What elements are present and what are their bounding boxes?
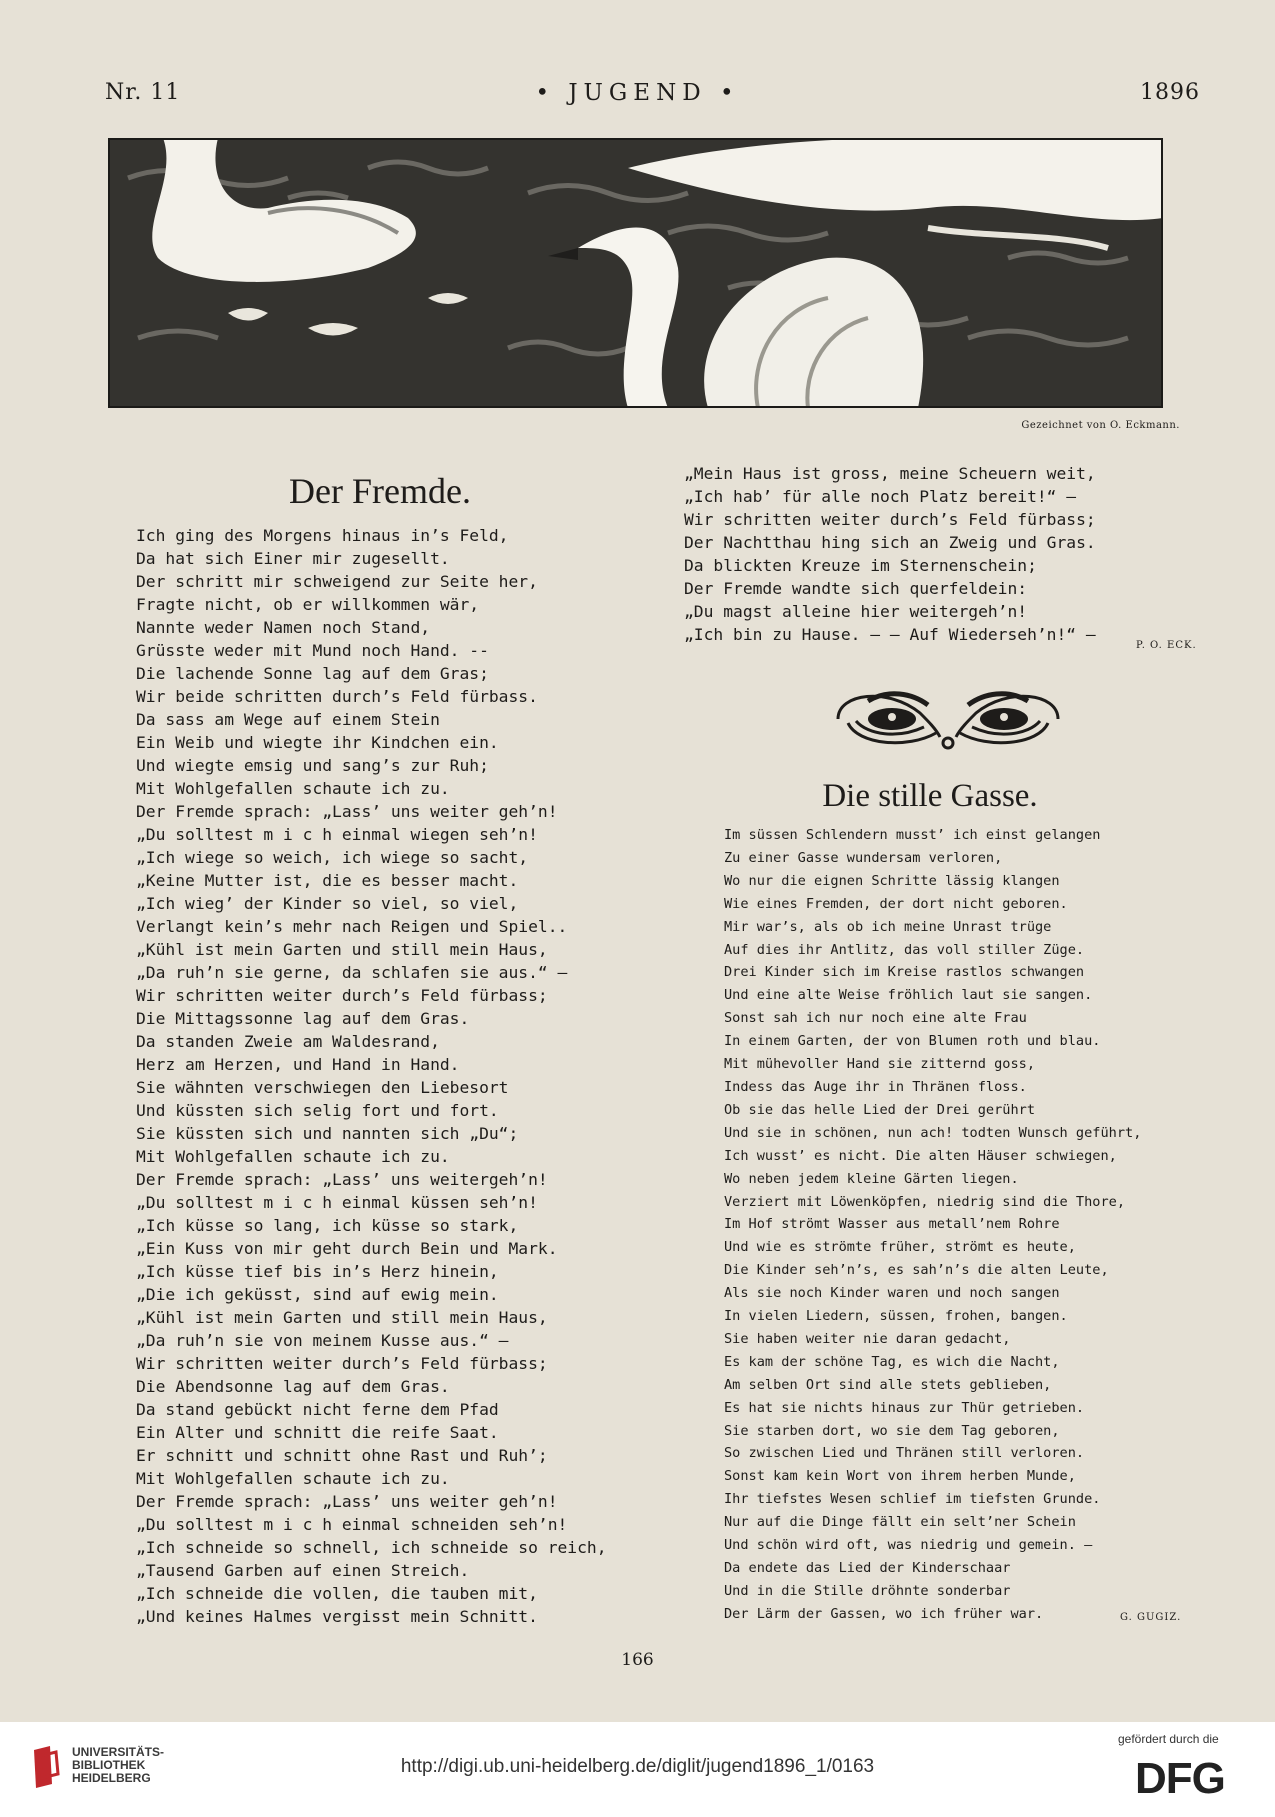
poem-line: Als sie noch Kinder waren und noch sangen xyxy=(724,1285,1060,1302)
poem-line: „Du solltest m i c h einmal wiegen seh’n! xyxy=(136,825,538,844)
poem-line: Im süssen Schlendern musst’ ich einst gelangen xyxy=(724,827,1101,843)
poem-line: Wo nur die eignen Schritte lässig klangen xyxy=(724,872,1060,889)
poem-line: So zwischen Lied und Thränen still verloren. xyxy=(724,1445,1085,1462)
poem-line: Zu einer Gasse wundersam verloren, xyxy=(724,849,1003,866)
poem-line: Und in die Stille dröhnte sonderbar xyxy=(724,1582,1011,1599)
poem-line: Mit Wohlgefallen schaute ich zu. xyxy=(136,1469,450,1488)
poem-line: Und schön wird oft, was niedrig und gemein. — xyxy=(724,1537,1093,1554)
poem-line: Die Abendsonne lag auf dem Gras. xyxy=(136,1377,450,1396)
magazine-title: • JUGEND • xyxy=(535,80,740,106)
poem-die-stille-gasse-body xyxy=(724,824,1224,1626)
poem-line: Sonst kam kein Wort von ihrem herben Munde, xyxy=(724,1468,1076,1485)
poem-line: „Da ruh’n sie von meinem Kusse aus.“ — xyxy=(136,1331,509,1350)
poem-line: In vielen Liedern, süssen, frohen, bangen. xyxy=(724,1308,1068,1325)
poem-line: Da endete das Lied der Kinderschaar xyxy=(724,1560,1011,1576)
poem-line: Auf dies ihr Antlitz, das voll stiller Züge. xyxy=(724,941,1085,958)
poem-line: Mit mühevoller Hand sie zitternd goss, xyxy=(724,1056,1035,1073)
poem-line: Mit Wohlgefallen schaute ich zu. xyxy=(136,1147,450,1166)
poem-line: Da blickten Kreuze im Sternenschein; xyxy=(684,556,1037,575)
swan-illustration xyxy=(108,138,1163,408)
poem-line: „Und keines Halmes vergisst mein Schnitt. xyxy=(136,1607,538,1626)
poem-line: „Tausend Garben auf einen Streich. xyxy=(136,1561,470,1580)
poem-line: Der Fremde wandte sich querfeldein: xyxy=(684,579,1028,598)
poem-line: Ob sie das helle Lied der Drei gerührt xyxy=(724,1101,1035,1118)
poem-line: Es hat sie nichts hinaus zur Thür getrieben. xyxy=(724,1399,1085,1416)
poem-line: „Ich küsse so lang, ich küsse so stark, xyxy=(136,1216,519,1235)
issue-number: Nr. 11 xyxy=(105,80,181,105)
poem-line: Sonst sah ich nur noch eine alte Frau xyxy=(724,1010,1027,1027)
poem-line: Mir war’s, als ob ich meine Unrast trüge xyxy=(724,918,1052,935)
poem-line: Ich wusst’ es nicht. Die alten Häuser schwiegen, xyxy=(724,1147,1117,1164)
poem-line: Und sie in schönen, nun ach! todten Wunsch geführt, xyxy=(724,1124,1142,1141)
author-signature: G. GUGIZ. xyxy=(1120,1612,1182,1623)
poem-title-die-stille-gasse: Die stille Gasse. xyxy=(822,778,1038,814)
poem-line: Sie haben weiter nie daran gedacht, xyxy=(724,1330,1011,1347)
poem-line: Wir schritten weiter durch’s Feld fürbass; xyxy=(136,986,548,1005)
poem-line: Mit Wohlgefallen schaute ich zu. xyxy=(136,779,450,798)
poem-line: Indess das Auge ihr in Thränen floss. xyxy=(724,1078,1027,1095)
poem-line: Nannte weder Namen noch Stand, xyxy=(136,618,431,637)
poem-line: Wir beide schritten durch’s Feld fürbass. xyxy=(136,687,538,706)
poem-line: Die Mittagssonne lag auf dem Gras. xyxy=(136,1009,470,1028)
poem-line: Wo neben jedem kleine Gärten liegen. xyxy=(724,1170,1019,1187)
poem-line: Es kam der schöne Tag, es wich die Nacht, xyxy=(724,1353,1060,1370)
poem-line: „Mein Haus ist gross, meine Scheuern weit, xyxy=(684,464,1096,483)
poem-line: „Die ich geküsst, sind auf ewig mein. xyxy=(136,1285,499,1304)
poem-line: „Keine Mutter ist, die es besser macht. xyxy=(136,871,519,890)
poem-line: „Du solltest m i c h einmal küssen seh’n! xyxy=(136,1193,538,1212)
poem-line: Fragte nicht, ob er willkommen wär, xyxy=(136,595,480,614)
poem-line: „Ich wiege so weich, ich wiege so sacht, xyxy=(136,848,529,867)
poem-line: Herz am Herzen, und Hand in Hand. xyxy=(136,1055,460,1074)
poem-line: Ein Weib und wiegte ihr Kindchen ein. xyxy=(136,733,499,752)
poem-line: Und küssten sich selig fort und fort. xyxy=(136,1101,499,1120)
poem-line: „Ich küsse tief bis in’s Herz hinein, xyxy=(136,1262,499,1281)
poem-line: Drei Kinder sich im Kreise rastlos schwangen xyxy=(724,964,1085,981)
poem-line: Der Fremde sprach: „Lass’ uns weiter geh’n! xyxy=(136,1492,558,1511)
poem-title-der-fremde: Der Fremde. xyxy=(289,471,471,511)
poem-line: „Ein Kuss von mir geht durch Bein und Mark. xyxy=(136,1239,558,1258)
poem-line: Sie starben dort, wo sie dem Tag geboren, xyxy=(724,1422,1060,1439)
poem-line: Der Nachtthau hing sich an Zweig und Gras. xyxy=(684,533,1096,552)
poem-line: Verziert mit Löwenköpfen, niedrig sind die Thore, xyxy=(724,1193,1126,1210)
poem-line: Und eine alte Weise fröhlich laut sie sangen. xyxy=(724,987,1093,1004)
funded-by-label: gefördert durch die xyxy=(1118,1732,1219,1746)
poem-line: „Ich wieg’ der Kinder so viel, so viel, xyxy=(136,894,519,913)
poem-line: Da sass am Wege auf einem Stein xyxy=(136,710,440,729)
eyes-ornament xyxy=(828,683,1068,759)
poem-line: Die lachende Sonne lag auf dem Gras; xyxy=(136,664,489,683)
poem-line: Grüsste weder mit Mund noch Hand. -- xyxy=(136,641,489,660)
poem-line: Der Fremde sprach: „Lass’ uns weitergeh’n! xyxy=(136,1170,548,1189)
poem-line: Im Hof strömt Wasser aus metall’nem Rohre xyxy=(724,1216,1060,1233)
poem-der-fremde-body xyxy=(136,524,656,1628)
library-line: BIBLIOTHEK xyxy=(72,1758,146,1772)
poem-line: Nur auf die Dinge fällt ein selt’ner Schein xyxy=(724,1514,1076,1531)
library-line: HEIDELBERG xyxy=(72,1771,151,1785)
poem-line: Wir schritten weiter durch’s Feld fürbass; xyxy=(684,510,1096,529)
poem-line: Wir schritten weiter durch’s Feld fürbass; xyxy=(136,1354,548,1373)
poem-line: Wie eines Fremden, der dort nicht geboren. xyxy=(724,895,1068,912)
poem-line: In einem Garten, der von Blumen roth und blau. xyxy=(724,1033,1101,1050)
poem-line: „Du magst alleine hier weitergeh’n! xyxy=(684,602,1028,621)
poem-line: Und wiegte emsig und sang’s zur Ruh; xyxy=(136,756,489,775)
poem-line: „Kühl ist mein Garten und still mein Haus, xyxy=(136,940,548,959)
poem-line: „Ich schneide so schnell, ich schneide so reich, xyxy=(136,1538,607,1557)
poem-line: „Ich hab’ für alle noch Platz bereit!“ — xyxy=(684,487,1077,506)
poem-line: „Du solltest m i c h einmal schneiden seh’n! xyxy=(136,1515,568,1534)
poem-line: „Ich bin zu Hause. — — Auf Wiederseh’n!“ — xyxy=(684,625,1096,644)
digitization-footer xyxy=(0,1722,1275,1817)
poem-line: „Ich schneide die vollen, die tauben mit, xyxy=(136,1584,538,1603)
poem-line: Am selben Ort sind alle stets geblieben, xyxy=(724,1376,1052,1393)
dfg-logo: DFG xyxy=(1135,1754,1225,1803)
poem-line: Der schritt mir schweigend zur Seite her, xyxy=(136,572,538,591)
poem-line: Verlangt kein’s mehr nach Reigen und Spiel.. xyxy=(136,917,568,936)
poem-line: Der Lärm der Gassen, wo ich früher war. xyxy=(724,1605,1044,1622)
poem-line: Der Fremde sprach: „Lass’ uns weiter geh’n! xyxy=(136,802,558,821)
poem-line: Ich ging des Morgens hinaus in’s Feld, xyxy=(136,526,509,545)
poem-line: Und wie es strömte früher, strömt es heute, xyxy=(724,1239,1076,1256)
poem-line: Ein Alter und schnitt die reife Saat. xyxy=(136,1423,499,1442)
poem-line: Sie küssten sich und nannten sich „Du“; xyxy=(136,1124,519,1143)
poem-line: „Da ruh’n sie gerne, da schlafen sie aus.“ — xyxy=(136,963,568,982)
poem-line: Da standen Zweie am Waldesrand, xyxy=(136,1032,440,1051)
poem-line: Da hat sich Einer mir zugesellt. xyxy=(136,549,450,568)
poem-line: Sie wähnten verschwiegen den Liebesort xyxy=(136,1078,509,1097)
poem-line: Da stand gebückt nicht ferne dem Pfad xyxy=(136,1400,499,1419)
library-line: UNIVERSITÄTS- xyxy=(72,1745,165,1759)
poem-line: Er schnitt und schnitt ohne Rast und Ruh’; xyxy=(136,1446,548,1465)
illustration-credit: Gezeichnet von O. Eckmann. xyxy=(1021,420,1180,431)
issue-year: 1896 xyxy=(1140,80,1200,105)
poem-line: Ihr tiefstes Wesen schlief im tiefsten Grunde. xyxy=(724,1491,1101,1508)
source-url-link[interactable]: http://digi.ub.uni-heidelberg.de/diglit/jugend1896_1/0163 xyxy=(400,1756,875,1777)
page-number: 166 xyxy=(621,1650,654,1670)
author-signature: P. O. ECK. xyxy=(1136,640,1197,651)
poem-line: „Kühl ist mein Garten und still mein Haus, xyxy=(136,1308,548,1327)
poem-line: Die Kinder seh’n’s, es sah’n’s die alten Leute, xyxy=(724,1262,1109,1279)
poem-der-fremde-continuation xyxy=(684,462,1244,646)
